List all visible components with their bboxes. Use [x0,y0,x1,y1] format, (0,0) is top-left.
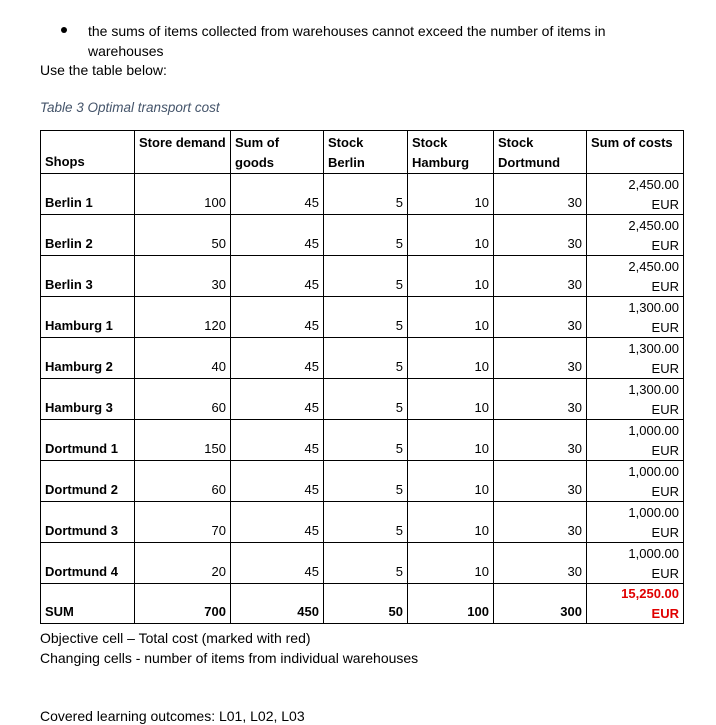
table-row [41,420,684,461]
sum-of-costs [587,215,684,256]
cost-currency: EUR [651,196,679,212]
cost-currency: EUR [651,319,679,335]
sum-of-costs [587,461,684,502]
header-stock-berlin: Stock Berlin [324,131,408,174]
shop-name: Berlin 2 [41,215,135,256]
shop-name: Dortmund 1 [41,420,135,461]
sum-of-costs [587,174,684,215]
cost-currency: EUR [651,565,679,581]
header-sum-of-costs: Sum of costs [587,131,684,174]
shop-name: Hamburg 3 [41,379,135,420]
bullet-text: the sums of items collected from warehouses cannot exceed the number of items in warehouses [88,23,606,59]
stock-berlin: 5 [324,502,408,543]
stock-dortmund: 30 [494,502,587,543]
stock-dortmund: 30 [494,215,587,256]
cost-currency: EUR [651,483,679,499]
stock-berlin: 5 [324,174,408,215]
stock-hamburg: 10 [408,461,494,502]
sum-of-costs [587,256,684,297]
sum-of-costs [587,420,684,461]
sum-of-goods: 45 [231,174,324,215]
table-header-row [41,131,684,174]
stock-berlin: 5 [324,297,408,338]
table-row [41,502,684,543]
cost-amount: 2,450.00 [628,218,679,233]
stock-berlin: 5 [324,338,408,379]
cost-currency: EUR [651,442,679,458]
store-demand: 120 [135,297,231,338]
cost-amount: 2,450.00 [628,259,679,274]
stock-hamburg: 10 [408,338,494,379]
stock-dortmund: 30 [494,338,587,379]
shop-name: Hamburg 1 [41,297,135,338]
stock-hamburg: 10 [408,215,494,256]
stock-berlin: 5 [324,379,408,420]
shop-name: Hamburg 2 [41,338,135,379]
stock-berlin: 5 [324,256,408,297]
stock-hamburg: 10 [408,256,494,297]
header-stock-hamburg: Stock Hamburg [408,131,494,174]
transport-cost-table [40,130,684,624]
table-row [41,338,684,379]
sum-of-goods: 45 [231,420,324,461]
cost-amount: 1,000.00 [628,464,679,479]
table-row [41,297,684,338]
store-demand: 60 [135,461,231,502]
sum-of-costs [587,379,684,420]
table-caption: Table 3 Optimal transport cost [40,100,220,115]
total-cost-amount: 15,250.00 [621,586,679,601]
cost-amount: 1,300.00 [628,341,679,356]
sum-stock-hamburg: 100 [408,584,494,624]
header-stock-dortmund: Stock Dortmund [494,131,587,174]
objective-note: Objective cell – Total cost (marked with red) [40,630,311,646]
stock-berlin: 5 [324,461,408,502]
store-demand: 20 [135,543,231,584]
store-demand: 70 [135,502,231,543]
store-demand: 30 [135,256,231,297]
sum-of-costs [587,502,684,543]
shop-name: Dortmund 2 [41,461,135,502]
cost-currency: EUR [651,360,679,376]
sum-of-goods: 45 [231,461,324,502]
store-demand: 50 [135,215,231,256]
stock-hamburg: 10 [408,502,494,543]
shop-name: Dortmund 3 [41,502,135,543]
table-row [41,543,684,584]
sum-of-costs [587,543,684,584]
table-sum-row [41,584,684,624]
learning-outcomes: Covered learning outcomes: L01, L02, L03 [40,708,305,724]
cost-currency: EUR [651,524,679,540]
total-cost-currency: EUR [651,605,679,621]
cost-currency: EUR [651,401,679,417]
sum-of-costs [587,338,684,379]
sum-of-goods: 45 [231,256,324,297]
stock-dortmund: 30 [494,461,587,502]
sum-of-goods: 45 [231,502,324,543]
stock-berlin: 5 [324,215,408,256]
stock-hamburg: 10 [408,297,494,338]
store-demand: 60 [135,379,231,420]
cost-amount: 1,000.00 [628,423,679,438]
stock-berlin: 5 [324,420,408,461]
stock-dortmund: 30 [494,420,587,461]
sum-store-demand: 700 [135,584,231,624]
sum-of-goods-total: 450 [231,584,324,624]
header-store-demand: Store demand [135,131,231,174]
sum-of-goods: 45 [231,338,324,379]
sum-of-costs [587,297,684,338]
cost-amount: 1,000.00 [628,505,679,520]
cost-amount: 2,450.00 [628,177,679,192]
sum-of-goods: 45 [231,543,324,584]
store-demand: 40 [135,338,231,379]
shop-name: Berlin 1 [41,174,135,215]
stock-hamburg: 10 [408,379,494,420]
stock-dortmund: 30 [494,297,587,338]
intro-text: Use the table below: [40,62,167,78]
table-row [41,215,684,256]
header-shops: Shops [41,131,135,174]
stock-hamburg: 10 [408,174,494,215]
cost-amount: 1,300.00 [628,300,679,315]
stock-dortmund: 30 [494,379,587,420]
objective-total-cost [587,584,684,624]
sum-stock-berlin: 50 [324,584,408,624]
stock-hamburg: 10 [408,420,494,461]
header-sum-of-goods: Sum of goods [231,131,324,174]
stock-hamburg: 10 [408,543,494,584]
shop-name: Dortmund 4 [41,543,135,584]
table-row [41,461,684,502]
cost-amount: 1,300.00 [628,382,679,397]
sum-stock-dortmund: 300 [494,584,587,624]
changing-cells-note: Changing cells - number of items from individual warehouses [40,650,419,666]
sum-of-goods: 45 [231,215,324,256]
stock-dortmund: 30 [494,543,587,584]
table-row [41,379,684,420]
store-demand: 150 [135,420,231,461]
sum-of-goods: 45 [231,379,324,420]
sum-of-goods: 45 [231,297,324,338]
table-row [41,174,684,215]
cost-currency: EUR [651,237,679,253]
stock-dortmund: 30 [494,256,587,297]
store-demand: 100 [135,174,231,215]
cost-amount: 1,000.00 [628,546,679,561]
table-row [41,256,684,297]
sum-label: SUM [41,584,135,624]
bullet-point-icon [61,27,67,33]
shop-name: Berlin 3 [41,256,135,297]
stock-berlin: 5 [324,543,408,584]
stock-dortmund: 30 [494,174,587,215]
notes-block [40,628,418,668]
cost-currency: EUR [651,278,679,294]
